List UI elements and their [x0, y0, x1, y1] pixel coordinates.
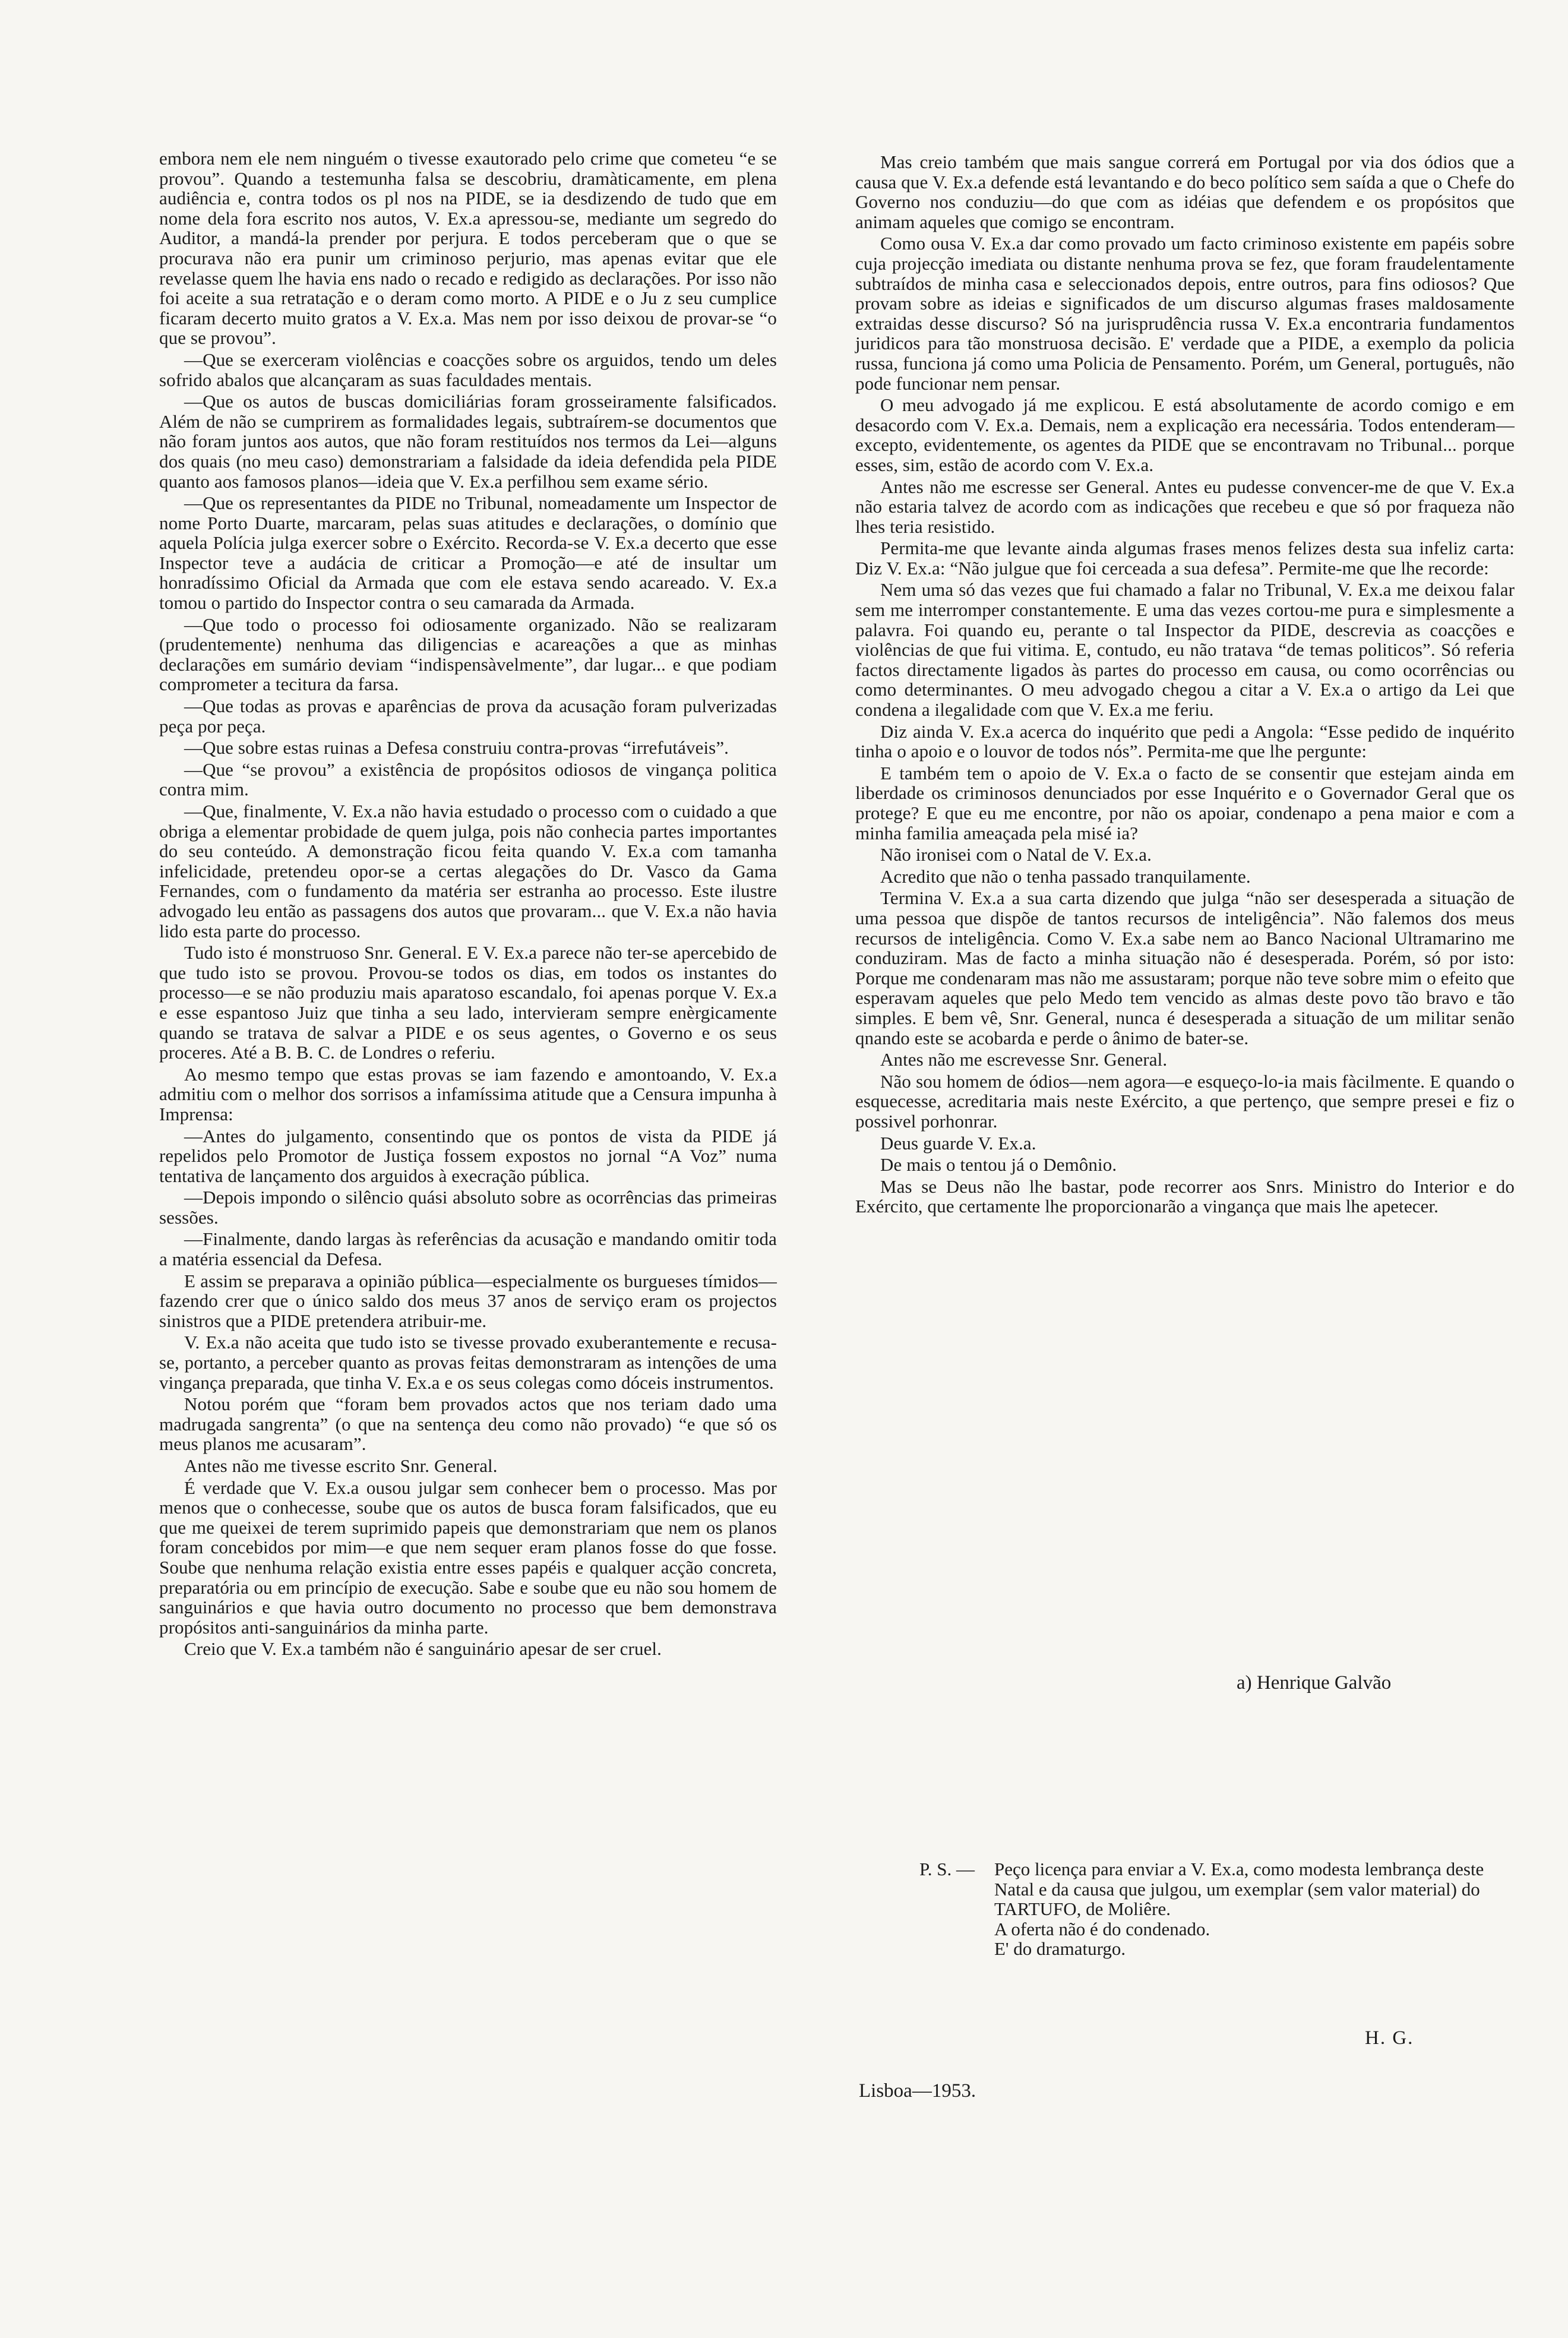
right-text-column — [855, 152, 1515, 1218]
paragraph: Notou porém que “foram bem provados actos que nos teriam dado uma madrugada sangrenta” (o que na sentença deu como não provado) “e que só os meus planos me acusaram”. — [159, 1394, 777, 1455]
postscript-label: P. S. — — [919, 1859, 975, 1879]
paragraph: Deus guarde V. Ex.a. — [880, 1132, 1036, 1154]
paragraph: Ao mesmo tempo que estas provas se iam fazendo e amontoando, V. Ex.a admitiu com o melhor dos sorrisos a infamíssima atitude que a Censura impunha à Imprensa: — [159, 1063, 777, 1124]
paragraph: De mais o tentou já o Demônio. — [880, 1154, 1117, 1176]
paragraph: —Depois impondo o silêncio quási absoluto sobre as ocorrências das primeiras sessões. — [159, 1187, 777, 1228]
paragraph: Antes não me escrevesse Snr. General. — [880, 1049, 1168, 1070]
paragraph: E assim se preparava a opinião pública—especialmente os burgueses tímidos—fazendo crer que o único saldo dos meus 37 anos de serviço eram os projectos sinistros que a PIDE pretendera atribuir-me. — [159, 1270, 777, 1331]
paragraph: Tudo isto é monstruoso Snr. General. E V. Ex.a parece não ter-se apercebido de que tudo isto se provou. Provou-se todos os dias, em todos os instantes do processo—e se não produziu mais aparatoso escandalo, foi apenas porque V. Ex.a e esse espantoso Juiz que tinha a seu lado, intervieram sempre enèrgicamente quando se tratava de salvar a PIDE e os seus agentes, o Governo e os seus proceres. Até a B. B. C. de Londres o referiu. — [159, 942, 777, 1063]
paragraph: —Que sobre estas ruinas a Defesa construiu contra-provas “irrefutáveis”. — [184, 737, 729, 759]
paragraph: —Que os autos de buscas domiciliárias foram grosseiramente falsificados. Além de não se cumprirem as formalidades legais, subtraírem-se documentos que não foram juntos aos autos, que não foram restituídos nos termos da Lei—alguns dos quais (no meu caso) demonstrariam a falsidade da ideia defendida pela PIDE quanto aos famosos planos—ideia que V. Ex.a perfilhou sem exame sério. — [159, 391, 777, 492]
paragraph: —Que todo o processo foi odiosamente organizado. Não se realizaram (prudentemente) nenhuma das diligencias e acareações a que as minhas declarações em sumário deviam “indispensàvelmente”, dar lugar... e que podiam comprometer a tecitura da farsa. — [159, 614, 777, 695]
postscript-body — [994, 1859, 1507, 1959]
postscript-line: E' do dramaturgo. — [994, 1938, 1126, 1960]
paragraph: O meu advogado já me explicou. E está absolutamente de acordo comigo e em desacordo com V. Ex.a. Demais, nem a explicação era necessária. Todos entenderam—excepto, evidentemente, os agentes da PIDE que se encontravam no Tribunal... porque esses, sim, estão de acordo com V. Ex.a. — [855, 394, 1515, 475]
paragraph: Nem uma só das vezes que fui chamado a falar no Tribunal, V. Ex.a me deixou falar sem me interromper constantemente. E uma das vezes cortou-me pura e simplesmente a palavra. Foi quando eu, perante o tal Inspector da PIDE, descrevia as coacções e violências de que fui vitima. E, contudo, eu não tratava “de temas politicos”. Só referia factos directamente ligados às partes do processo em causa, ou como ocorrências ou como determinantes. O meu advogado chegou a citar a V. Ex.a o artigo da Lei que condena a ilegalidade com que V. Ex.a me feriu. — [855, 579, 1515, 721]
paragraph: —Que se exerceram violências e coacções sobre os arguidos, tendo um deles sofrido abalos que alcançaram as suas faculdades mentais. — [159, 349, 777, 390]
paragraph: Creio que V. Ex.a também não é sanguinário apesar de ser cruel. — [184, 1638, 662, 1660]
paragraph: Acredito que não o tenha passado tranquilamente. — [880, 865, 1251, 887]
place-date: Lisboa—1953. — [859, 2080, 976, 2102]
paragraph: Diz ainda V. Ex.a acerca do inquérito que pedi a Angola: “Esse pedido de inquérito tinha o apoio e o louvor de todos nós”. Permita-me que lhe pergunte: — [855, 721, 1515, 762]
paragraph: Antes não me tivesse escrito Snr. General. — [184, 1455, 498, 1476]
paragraph: É verdade que V. Ex.a ousou julgar sem conhecer bem o processo. Mas por menos que o conhecesse, soube que os autos de busca foram falsificados, que eu que me queixei de terem suprimido papeis que demonstrariam que nem os planos foram concebidos por mim—e que nem sequer eram planos fosse do que fosse. Soube que nenhuma relação existia entre esses papéis e qualquer acção concreta, preparatória ou em princípio de execução. Sabe e soube que eu não sou homem de sanguinários e que havia outro documento no processo que bem demonstrava propósitos anti-sanguinários da minha parte. — [159, 1477, 777, 1638]
postscript-line: A oferta não é do condenado. — [994, 1918, 1210, 1939]
signature: a) Henrique Galvão — [1237, 1672, 1392, 1694]
postscript-line: Peço licença para enviar a V. Ex.a, como modesta lembrança deste Natal e da causa que julgou, um exemplar (sem valor material) do TARTUFO, de Moliêre. — [994, 1859, 1484, 1920]
paragraph: Como ousa V. Ex.a dar como provado um facto criminoso existente em papéis sobre cuja projecção imediata ou distante nenhuma prova se fez, que foram fraudelentamente subtraídos de minha casa e seleccionados depois, entre outros, para fins odiosos? Que provam sobre as ideias e significados de um discurso algumas frases maldosamente extraidas desse discurso? Só na jurisprudência russa V. Ex.a encontraria fundamentos juridicos para tão monstruosa decisão. E' verdade que a PIDE, a exemplo da policia russa, funciona já como uma Policia de Pensamento. Porém, um General, português, não pode funcionar nem pensar. — [855, 233, 1515, 394]
paragraph: embora nem ele nem ninguém o tivesse exautorado pelo crime que cometeu “e se provou”. Quando a testemunha falsa se descobriu, dramàticamente, em plena audiência e, contra todos os pl nos na PIDE, se ia desdizendo de tudo que em nome dela fora escrito nos autos, V. Ex.a apressou-se, mediante um segredo do Auditor, a mandá-la prender por perjura. E todos perceberam que o que se procurava não era punir um criminoso perjurio, mas apenas evitar que ele revelasse quem lhe havia ens nado o recado e redigido as declarações. Por isso não foi aceite a sua retratação e o deram como morto. A PIDE e o Ju z seu cumplice ficaram decerto muito gratos a V. Ex.a. Mas nem por isso deixou de provar-se “o que se provou”. — [159, 148, 777, 349]
paragraph: —Que os representantes da PIDE no Tribunal, nomeadamente um Inspector de nome Porto Duarte, marcaram, pelas suas atitudes e declarações, o domínio que aquela Polícia julga exercer sobre o Exército. Recorda-se V. Ex.a decerto que esse Inspector teve a audácia de criticar a Promoção—e até de insultar um honradíssimo Oficial da Armada que com ele estava sendo acareado. V. Ex.a tomou o partido do Inspector contra o seu camarada da Armada. — [159, 492, 777, 614]
paragraph: E também tem o apoio de V. Ex.a o facto de se consentir que estejam ainda em liberdade os criminosos denunciados por esse Inquérito e o Governador Geral que os protege? E que eu me encontre, por não os apoiar, condenapo a pena maior e com a minha familia ameaçada pela misé ia? — [855, 762, 1515, 843]
paragraph: —Finalmente, dando largas às referências da acusação e mandando omitir toda a matéria essencial da Defesa. — [159, 1228, 777, 1270]
paragraph: —Que “se provou” a existência de propósitos odiosos de vingança politica contra mim. — [159, 759, 777, 800]
paragraph: —Que, finalmente, V. Ex.a não havia estudado o processo com o cuidado a que obriga a elementar probidade de quem julga, pois não conhecia partes importantes do seu conteúdo. A demonstração ficou feita quando V. Ex.a com tamanha infelicidade, pretendeu opor-se a certas alegações do Dr. Vasco da Gama Fernandes, com o fundamento da matéria ser estranha ao processo. Este ilustre advogado leu então as passagens dos autos que provaram... que V. Ex.a não havia lido esta parte do processo. — [159, 801, 777, 941]
paragraph: —Antes do julgamento, consentindo que os pontos de vista da PIDE já repelidos pelo Promotor de Justiça fossem expostos no jornal “A Voz” numa tentativa de lançamento dos arguidos à execração pública. — [159, 1125, 777, 1186]
postscript-initials: H. G. — [1365, 2027, 1414, 2049]
paragraph: Antes não me escresse ser General. Antes eu pudesse convencer-me de que V. Ex.a não estaria talvez de acordo com as indicações que recebeu e que só por fraqueza não lhes teria resistido. — [855, 476, 1515, 537]
left-text-column — [159, 149, 777, 1661]
paragraph: Mas creio também que mais sangue correrá em Portugal por via dos ódios que a causa que V. Ex.a defende está levantando e do beco político sem saída a que o Chefe do Governo nos conduziu—do que com as idéias que defendem e os propósitos que animam aqueles que comigo se encontram. — [855, 151, 1515, 232]
postscript — [919, 1859, 1507, 1959]
paragraph: Permita-me que levante ainda algumas frases menos felizes desta sua infeliz carta: Diz V. Ex.a: “Não julgue que foi cerceada a sua defesa”. Permite-me que lhe recorde: — [855, 538, 1515, 579]
paragraph: —Que todas as provas e aparências de prova da acusação foram pulverizadas peça por peça. — [159, 696, 777, 737]
paragraph: Não ironisei com o Natal de V. Ex.a. — [880, 844, 1152, 865]
paragraph: Mas se Deus não lhe bastar, pode recorrer aos Snrs. Ministro do Interior e do Exército, que certamente lhe proporcionarão a vingança que mais lhe apetecer. — [855, 1176, 1515, 1217]
paragraph: Não sou homem de ódios—nem agora—e esqueço-lo-ia mais fàcilmente. E quando o esquecesse, acreditaria mais neste Exército, a que pertenço, que sempre presei e fiz o possivel porhonrar. — [855, 1070, 1515, 1132]
paragraph: V. Ex.a não aceita que tudo isto se tivesse provado exuberantemente e recusa-se, portanto, a perceber quanto as provas feitas demonstraram as intenções de uma vingança preparada, que tinha V. Ex.a e os seus colegas como dóceis instrumentos. — [159, 1332, 777, 1393]
paragraph: Termina V. Ex.a a sua carta dizendo que julga “não ser desesperada a situação de uma pessoa que dispõe de tantos recursos de inteligência”. Não falemos dos meus recursos de inteligência. Como V. Ex.a sabe nem ao Banco Nacional Ultramarino me conduziram. Mas de facto a minha situação não é desesperada. Porém, só por isto: Porque me condenaram mas não me assustaram; porque não teve sobre mim o efeito que esperavam aqueles que pelo Medo tem vencido as almas deste povo tão bravo e tão simples. E bem vê, Snr. General, nunca é desesperada a situação de um militar senão qnando este se acobarda e perde o ânimo de bater-se. — [855, 887, 1515, 1048]
